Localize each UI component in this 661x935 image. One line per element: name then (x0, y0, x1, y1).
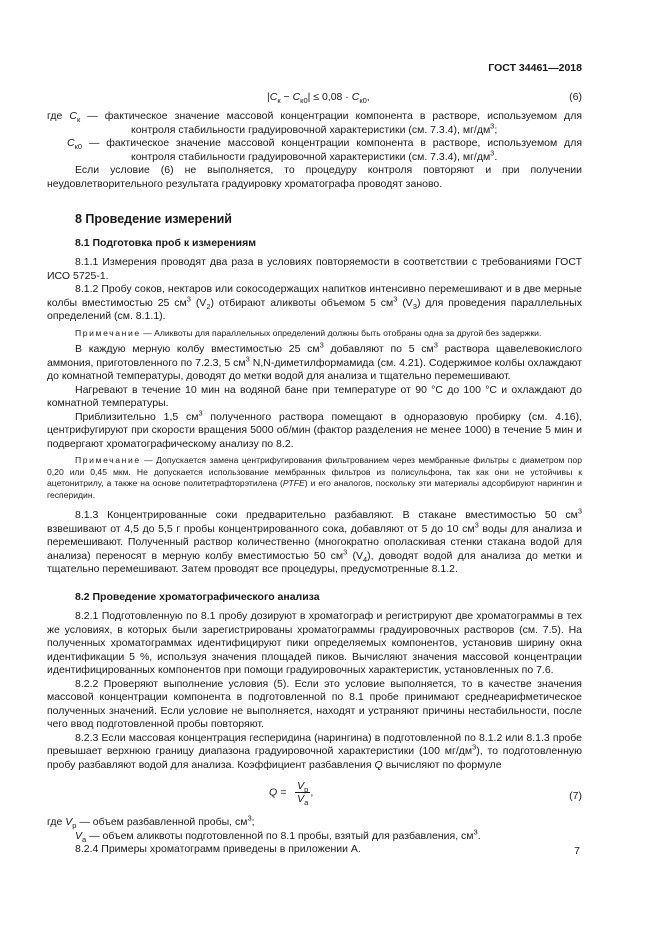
formula-6-number: (6) (569, 91, 582, 103)
formula-7-fraction: $\frac{V_р}{V_а}$ (297, 780, 309, 808)
section-8-title: 8 Проведение измерений (75, 212, 232, 226)
paragraph-condition-fail: Если условие (6) не выполняется, то процедуру контроля повторяют и при получении неудовлетворительного результата градуировку хроматографа проводят заново. (47, 164, 582, 190)
paragraph-8-1-1: 8.1.1 Измерения проводят два раза в условиях повторяемости в соответствии с требованиями ГОСТ ИСО 5725-1. (47, 256, 582, 282)
definition-va: $V_а$ — объем аликвоты подготовленной по 8.1 пробы, взятый для разбавления, $см^3$. (75, 827, 481, 844)
subsection-8-2-title: 8.2 Проведение хроматографического анализа (75, 590, 320, 603)
definition-vp: где $V_р$ — объем разбавленной пробы, $см^3$; (47, 813, 255, 831)
page-number: 7 (574, 845, 580, 857)
formula-7-number: (7) (569, 790, 582, 802)
paragraph-8-2-2: 8.2.2 Проверяют выполнение условия (5). Если это условие выполняется, то в качестве значения массовой концентрации компонента в подготовленной по 8.1 пробе принимают среднеарифметическое полученных значений. Если условие не выполняется, находят и устраняют причины нестабильности, после чего ввод подготовленной пробы повторяют. (47, 677, 582, 730)
paragraph-8-2-3: 8.2.3 Если массовая концентрация гесперидина (нарингина) в подготовленной по 8.1.2 или 8.1.3 пробе превышает верхнюю границу диапазона градуировочной характеристики (100 $мг/дм^3$), то подготовленную пробу разбавляют водой для анализа. Коэффициент разбавления Q вычисляют по формуле (47, 731, 582, 771)
formula-7 (47, 778, 582, 816)
paragraph-8-1-2: 8.1.2 Пробу соков, нектаров или сокосодержащих напитков интенсивно перемешивают и в две мерные колбы вместимостью 25 $см^3$ $(V_2)$ отбирают аликвоты объемом 5 $см^3$ $(V_3)$ для проведения параллельных определений (см. 8.1.1). (47, 283, 583, 322)
formula-7-expression: Q = $\frac{V_р}{V_а}$ , (269, 780, 314, 808)
definition-ck: где $C_к$ — фактическое значение массовой концентрации компонента в растворе, используемом для контроля стабильности градуировочной характеристики (см. 7.3.4), $мг/дм^3$; (47, 110, 583, 136)
paragraph-centrifuge: Приблизительно 1,5 $см^3$ полученного раствора помещают в одноразовую пробирку (см. 4.16), центрифугируют при скорости вращения 5000 об/мин (фактор разделения не менее 1000) в течение 5 мин и подвергают хроматографическому анализу по 8.2. (47, 408, 582, 450)
paragraph-8-2-1: 8.2.1 Подготовленную по 8.1 пробу дозируют в хроматограф и регистрируют две хроматограммы в тех же условиях, в которых были зарегистрированы хроматограммы градуировочных растворов (см. 7.5). На полученных хроматограммах идентифицируют пики определяемых компонентов, установив ширину окна идентификации 5 %, используя значения площадей пиков. Вычисляют значения массовой концентрации идентифицированных компонентов при помощи градуировочных характеристик, установленных по 7.6. (47, 610, 582, 676)
paragraph-heating: Нагревают в течение 10 мин на водяной бане при температуре от 90 °С до 100 °С и охлаждают до комнатной температуры. (47, 383, 582, 409)
page-content (47, 91, 582, 857)
standard-header: ГОСТ 34461—2018 (488, 62, 582, 74)
formula-7-definitions (47, 813, 582, 844)
formula-6-expression: $|C_к - C_{к0}| \le 0,08 \cdot C_{к0}$, (267, 91, 370, 106)
subsection-8-1-title: 8.1 Подготовка проб к измерениям (75, 236, 256, 249)
definition-ck0: $C_{к0}$ — фактическое значение массовой концентрации компонента в растворе, используемом для контроля стабильности градуировочной характеристики (см. 7.3.4), $мг/дм^3$. (67, 137, 582, 163)
note-filtration: Примечание — Допускается замена центрифугирования фильтрованием через мембранные фильтры с диаметром пор 0,20 или 0,45 мкм. Не допускается использование мембранных фильтров из полисульфона, так как они не устойчивы к ацетонитрилу, а также на основе политетрафторэтилена (PTFE) и его аналогов, поскольку эти материалы адсорбируют нарингин и гесперидин. (47, 455, 582, 500)
paragraph-add-reagents: В каждую мерную колбу вместимостью 25 $см^3$ добавляют по 5 $см^3$ раствора щавелевокислого аммония, приготовленного по 7.2.3, 5 $см^3$ N,N-диметилформамида (см. 4.21). Содержимое колбы охлаждают до комнатной температуры, доводят до метки водой для анализа и тщательно перемешивают. (47, 340, 582, 382)
paragraph-8-2-4: 8.2.4 Примеры хроматограмм приведены в приложении А. (75, 843, 361, 855)
paragraph-8-1-3: 8.1.3 Концентрированные соки предварительно разбавляют. В стакане вместимостью 50 $см^3$ взвешивают от 4,5 до 5,5 г пробы концентрированного сока, добавляют от 5 до 10 $см^3$ воды для анализа и перемешивают. Полученный раствор количественно (многократно ополаскивая стенки стакана водой для анализа) переносят в мерную колбу вместимостью 50 $см^3$ $(V_4)$, доводят водой для анализа до метки и тщательно перемешивают. Затем проводят все процедуры, предусмотренные 8.1.2. (47, 506, 583, 575)
formula-6-definitions (47, 110, 582, 164)
note-aliquots: Примечание — Аликвоты для параллельных определений должны быть отобраны одна за другой без задержки. (75, 327, 542, 338)
formula-6 (47, 91, 582, 107)
